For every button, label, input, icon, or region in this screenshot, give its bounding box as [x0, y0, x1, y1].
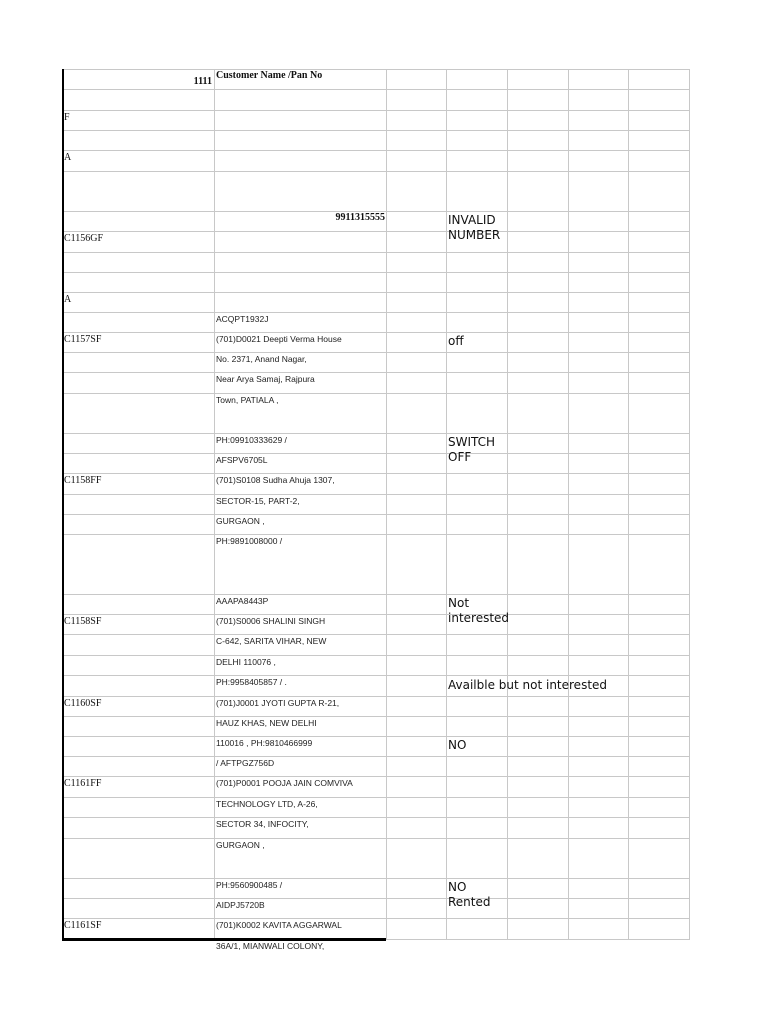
row-code-cell: F	[64, 112, 70, 123]
customer-detail-cell: GURGAON ,	[216, 840, 265, 850]
grid-row-line	[62, 433, 690, 434]
call-status-note: NO	[448, 738, 467, 752]
grid-col-line	[214, 69, 215, 939]
grid-row-line	[62, 696, 690, 697]
customer-detail-cell: 36A/1, MIANWALI COLONY,	[216, 941, 325, 951]
customer-detail-cell: PH:9891008000 /	[216, 536, 283, 546]
customer-detail-cell: C-642, SARITA VIHAR, NEW	[216, 636, 327, 646]
grid-col-line	[628, 69, 629, 939]
grid-row-line	[62, 838, 690, 839]
grid-col-line	[689, 69, 690, 939]
grid-row-line	[62, 776, 690, 777]
customer-detail-cell: DELHI 110076 ,	[216, 657, 276, 667]
grid-row-line	[62, 918, 690, 919]
customer-detail-cell: Near Arya Samaj, Rajpura	[216, 374, 315, 384]
customer-detail-cell: (701)K0002 KAVITA AGGARWAL	[216, 920, 342, 930]
customer-detail-cell: PH:9958405857 / .	[216, 677, 287, 687]
left-border	[62, 69, 64, 940]
grid-row-line	[62, 110, 690, 111]
customer-detail-cell: (701)S0006 SHALINI SINGH	[216, 616, 326, 626]
grid-row-line	[62, 614, 690, 615]
grid-row-line	[62, 150, 690, 151]
row-code-cell: C1157SF	[64, 334, 102, 345]
grid-row-line	[62, 736, 690, 737]
grid-col-line	[446, 69, 447, 939]
grid-row-line	[62, 171, 690, 172]
grid-row-line	[62, 453, 690, 454]
row-code-cell: C1160SF	[64, 698, 102, 709]
customer-detail-cell: (701)J0001 JYOTI GUPTA R-21,	[216, 698, 340, 708]
call-status-note: INVALID NUMBER	[448, 213, 501, 242]
grid-row-line	[62, 878, 690, 879]
grid-row-line	[62, 594, 690, 595]
row-code-cell: C1158FF	[64, 475, 102, 486]
grid-row-line	[62, 252, 690, 253]
customer-detail-cell: 110016 , PH:9810466999	[216, 738, 313, 748]
grid-row-line	[62, 655, 690, 656]
grid-row-line	[62, 473, 690, 474]
grid-row-line	[62, 89, 690, 90]
call-status-note: NO Rented	[448, 880, 491, 909]
grid-col-line	[568, 69, 569, 939]
grid-row-line	[62, 292, 690, 293]
customer-detail-cell: GURGAON ,	[216, 516, 265, 526]
grid-row-line	[62, 332, 690, 333]
grid-row-line	[62, 898, 690, 899]
grid-row-line	[62, 69, 690, 70]
grid-row-line	[62, 817, 690, 818]
customer-detail-cell: Town, PATIALA ,	[216, 395, 279, 405]
customer-detail-cell: / AFTPGZ756D	[216, 758, 275, 768]
grid-row-line	[62, 393, 690, 394]
customer-detail-cell: No. 2371, Anand Nagar,	[216, 354, 307, 364]
grid-row-line	[62, 352, 690, 353]
grid-col-line	[386, 69, 387, 939]
customer-detail-cell: AIDPJ5720B	[216, 900, 265, 910]
row-code-cell: C1161SF	[64, 920, 102, 931]
grid-row-line	[62, 756, 690, 757]
customer-detail-cell: AAAPA8443P	[216, 596, 269, 606]
customer-detail-cell: SECTOR 34, INFOCITY,	[216, 819, 309, 829]
call-status-note: SWITCH OFF	[448, 435, 496, 464]
phone-number-cell: 9911315555	[335, 212, 385, 223]
customer-detail-cell: SECTOR-15, PART-2,	[216, 496, 300, 506]
customer-detail-cell: AFSPV6705L	[216, 455, 268, 465]
grid-row-line	[62, 675, 690, 676]
customer-detail-cell: TECHNOLOGY LTD, A-26,	[216, 799, 318, 809]
call-status-note: Not interested	[448, 596, 510, 625]
grid-row-line	[62, 312, 690, 313]
grid-row-line	[62, 372, 690, 373]
header-title: Customer Name /Pan No	[216, 70, 323, 81]
row-code-cell: A	[64, 152, 72, 163]
grid-row-line	[62, 514, 690, 515]
grid-row-line	[62, 534, 690, 535]
row-code-cell: A	[64, 294, 72, 305]
customer-detail-cell: PH:09910333629 /	[216, 435, 287, 445]
customer-detail-cell: PH:9560900485 /	[216, 880, 283, 890]
grid-row-line	[62, 231, 690, 232]
grid-row-line	[62, 130, 690, 131]
grid-col-line	[507, 69, 508, 939]
call-status-note: off	[448, 334, 464, 348]
grid-row-line	[62, 797, 690, 798]
grid-row-line	[62, 634, 690, 635]
grid-row-line	[62, 494, 690, 495]
customer-detail-cell: (701)S0108 Sudha Ahuja 1307,	[216, 475, 335, 485]
customer-detail-cell: ACQPT1932J	[216, 314, 269, 324]
customer-detail-cell: (701)P0001 POOJA JAIN COMVIVA	[216, 778, 353, 788]
grid-row-line	[62, 272, 690, 273]
call-status-note: Availble but not interested	[448, 678, 608, 692]
grid-row-line	[62, 716, 690, 717]
row-code-cell: C1161FF	[64, 778, 102, 789]
header-code: 1111	[193, 76, 212, 87]
row-code-cell: C1158SF	[64, 616, 102, 627]
customer-detail-cell: HAUZ KHAS, NEW DELHI	[216, 718, 317, 728]
row-code-cell: C1156GF	[64, 233, 104, 244]
customer-detail-cell: (701)D0021 Deepti Verma House	[216, 334, 342, 344]
